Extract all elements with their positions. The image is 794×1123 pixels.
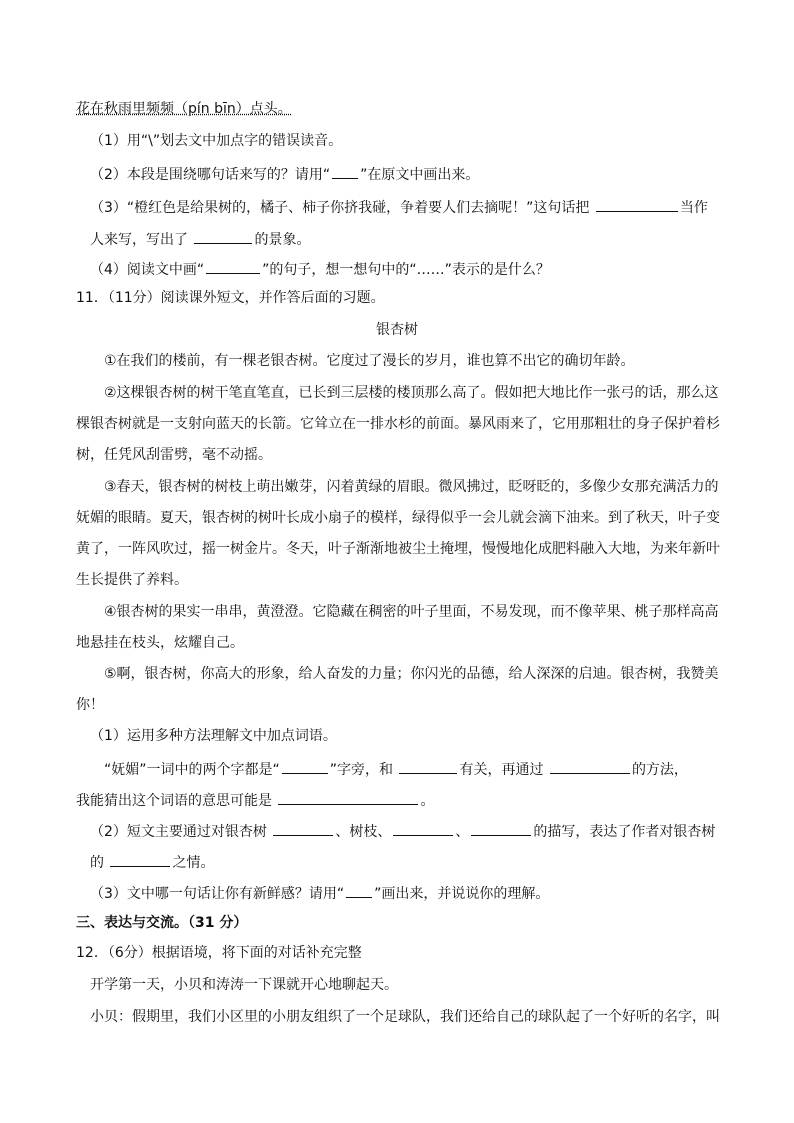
question-11-3: （3）文中哪一句话让你有新鲜感？请用“ ”画出来，并说说你的理解。 <box>90 882 794 904</box>
answer-blank[interactable] <box>550 758 630 774</box>
question-11-1-fill: 我能猜出这个词语的意思可能是 。 <box>76 789 794 811</box>
answer-blank[interactable] <box>110 851 170 867</box>
question-10-3-cont: 人来写，写出了 的景象。 <box>90 228 794 250</box>
answer-blank[interactable] <box>471 820 531 836</box>
paragraph-3: 黄了，一阵风吹过，摇一树金片。冬天，叶子渐渐地被尘土掩埋，慢慢地化成肥料融入大地，为来年新叶 <box>76 541 720 557</box>
question-10-2: （2）本段是围绕哪句话来写的？请用“ ”在原文中画出来。 <box>90 163 794 185</box>
question-12: 12．（6分）根据语境，将下面的对话补充完整 <box>76 945 362 961</box>
answer-blank[interactable] <box>282 758 328 774</box>
paragraph-1: ①在我们的楼前，有一棵老银杏树。它度过了漫长的岁月，谁也算不出它的确切年龄。 <box>104 353 635 369</box>
answer-blank[interactable] <box>393 820 453 836</box>
answer-blank[interactable] <box>206 258 260 274</box>
paragraph-3: 生长提供了养料。 <box>76 572 188 588</box>
question-10-1: （1）用“\”划去文中加点字的错误读音。 <box>90 133 343 149</box>
question-10-3: （3）“橙红色是给果树的，橘子、柿子你挤我碰，争着要人们去摘呢！”这句话把 当作 <box>90 196 794 218</box>
answer-blank[interactable] <box>194 228 252 244</box>
question-11: 11．（11分）阅读课外短文，并作答后面的习题。 <box>76 290 385 306</box>
paragraph-3: ③春天，银杏树的树枝上萌出嫩芽，闪着黄绿的眉眼。微风拂过，眨呀眨的，多像少女那充满活力的 <box>104 479 719 495</box>
section-3-heading: 三、表达与交流。（31 分） <box>76 915 248 931</box>
question-11-1: （1）运用多种方法理解文中加点词语。 <box>90 728 337 744</box>
question-12-context: 开学第一天，小贝和涛涛一下课就开心地聊起天。 <box>90 977 398 993</box>
question-11-1-fill: “妩媚”一词中的两个字都是“ ”字旁，和 有关，再通过 的方法， <box>104 758 794 780</box>
answer-blank[interactable] <box>399 758 457 774</box>
paragraph-4: 地悬挂在枝头，炫耀自己。 <box>76 635 244 651</box>
passage-title: 银杏树 <box>376 322 418 338</box>
answer-blank[interactable] <box>596 196 678 212</box>
answer-blank[interactable] <box>332 163 358 179</box>
paragraph-5: ⑤啊，银杏树，你高大的形象，给人奋发的力量；你闪光的品德，给人深深的启迪。银杏树，我赞美 <box>104 666 719 682</box>
paragraph-3: 妩媚的眼睛。夏天，银杏树的树叶长成小扇子的模样，绿得似乎一会儿就会滴下油来。到了秋天，叶子变 <box>76 510 720 526</box>
paragraph-2: ②这棵银杏树的树干笔直笔直，已长到三层楼的楼顶那么高了。假如把大地比作一张弓的话，那么这 <box>104 385 719 401</box>
paragraph-2: 棵银杏树就是一支射向蓝天的长箭。它耸立在一排水杉的前面。暴风雨来了，它用那粗壮的身子保护着杉 <box>76 416 720 432</box>
paragraph-2: 树，任凭风刮雷劈，毫不动摇。 <box>76 447 272 463</box>
paragraph-4: ④银杏树的果实一串串，黄澄澄。它隐藏在稠密的叶子里面，不易发现，而不像苹果、桃子那样高高 <box>104 604 719 620</box>
answer-blank[interactable] <box>278 789 418 805</box>
answer-blank[interactable] <box>346 882 372 898</box>
question-11-2-cont: 的 之情。 <box>90 851 794 873</box>
answer-blank[interactable] <box>273 820 333 836</box>
text-line: 花在秋雨里频频（pín bīn）点头。 <box>76 101 292 117</box>
question-11-2: （2）短文主要通过对银杏树 、树枝、 、 的描写，表达了作者对银杏树 <box>90 820 794 842</box>
question-12-dialogue: 小贝：假期里，我们小区里的小朋友组织了一个足球队，我们还给自己的球队起了一个好听的名字，叫 <box>90 1009 720 1025</box>
paragraph-5: 你！ <box>76 697 104 713</box>
question-10-4: （4）阅读文中画“ ”的句子，想一想句中的“……”表示的是什么？ <box>90 258 794 280</box>
